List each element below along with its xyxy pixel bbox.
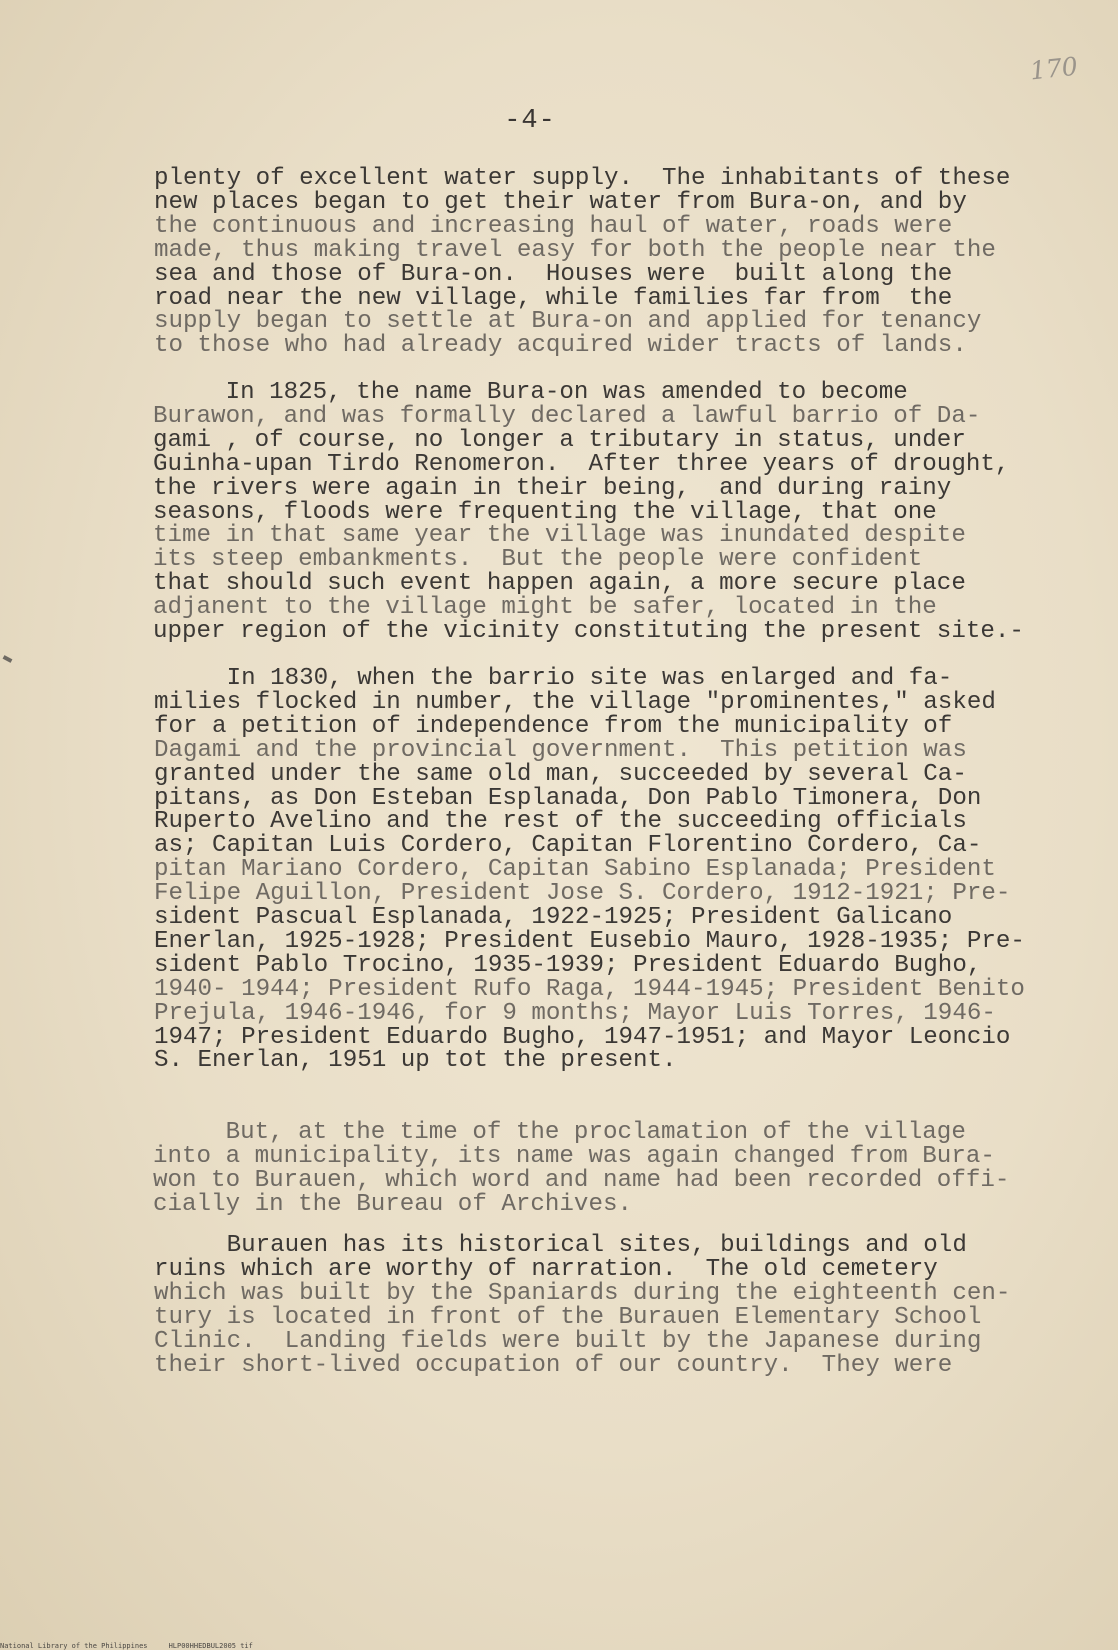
text-line: cially in the Bureau of Archives. (153, 1190, 632, 1218)
text-line: Guinha-upan Tirdo Renomeron. After three years of drought, (153, 450, 1010, 478)
text-line: the continuous and increasing haul of water, roads were (154, 212, 953, 240)
text-line: tury is located in front of the Burauen Elementary School (154, 1303, 982, 1331)
text-line: the rivers were again in their being, and during rainy (153, 474, 952, 502)
text-line: upper region of the vicinity constituting the present site.- (153, 618, 1024, 645)
text-line: sident Pablo Trocino, 1935-1939; President Eduardo Bugho, (154, 951, 982, 979)
text-line: their short-lived occupation of our country. They were (154, 1351, 953, 1379)
text-line: as; Capitan Luis Cordero, Capitan Florentino Cordero, Ca- (154, 832, 982, 860)
text-line: 1940- 1944; President Rufo Raga, 1944-1945; President Benito (154, 975, 1025, 1003)
text-line: for a petition of independence from the municipality of (154, 712, 953, 740)
text-line: In 1830, when the barrio site was enlarged and fa- (154, 665, 953, 692)
scan-footer: National Library of the Philippines HLP00HHEDBUL2005 tif (0, 1642, 253, 1650)
text-line: milies flocked in number, the village "prominentes," asked (154, 688, 996, 716)
text-line: into a municipality, its name was again changed from Bura- (153, 1142, 995, 1170)
text-line: new places began to get their water from Bura-on, and by (154, 188, 967, 216)
text-line: sea and those of Bura-on. Houses were built along the (154, 260, 953, 288)
text-line: won to Burauen, which word and name had been recorded offi- (153, 1166, 1010, 1194)
text-line: Enerlan, 1925-1928; President Eusebio Mauro, 1928-1935; Pre- (154, 927, 1025, 955)
text-line: Dagami and the provincial government. This petition was (154, 736, 967, 764)
text-line: time in that same year the village was inundated despite (153, 522, 966, 550)
text-line: In 1825, the name Bura-on was amended to become (153, 379, 908, 406)
text-line: adjanent to the village might be safer, located in the (153, 594, 937, 622)
text-line: sident Pascual Esplanada, 1922-1925; President Galicano (154, 904, 953, 931)
text-line: that should such event happen again, a more secure place (153, 570, 966, 598)
text-line: 1947; President Eduardo Bugho, 1947-1951; and Mayor Leoncio (154, 1023, 1011, 1051)
text-line: ruins which are worthy of narration. The old cemetery (154, 1255, 938, 1283)
text-line: seasons, floods were frequenting the village, that one (153, 498, 937, 526)
text-line: Ruperto Avelino and the rest of the succeeding officials (154, 808, 967, 836)
text-line: which was built by the Spaniards during the eighteenth cen- (154, 1279, 1011, 1307)
text-line: pitan Mariano Cordero, Capitan Sabino Esplanada; President (154, 856, 996, 884)
text-line: plenty of excellent water supply. The inhabitants of these (154, 165, 1011, 192)
text-line: Felipe Aguillon, President Jose S. Cordero, 1912-1921; Pre- (154, 880, 1011, 908)
text-line: Burauen has its historical sites, buildings and old (154, 1232, 967, 1259)
text-line: Burawon, and was formally declared a lawful barrio of Da- (153, 402, 981, 430)
text-line: made, thus making travel easy for both the people near the (154, 236, 996, 264)
page-number: -4- (504, 106, 556, 136)
text-line: gami , of course, no longer a tributary in status, under (153, 426, 966, 454)
text-line: Prejula, 1946-1946, for 9 months; Mayor Luis Torres, 1946- (154, 999, 996, 1027)
text-line: road near the new village, while families far from the (154, 284, 953, 312)
text-line: S. Enerlan, 1951 up tot the present. (154, 1047, 677, 1075)
text-line: But, at the time of the proclamation of the village (153, 1119, 966, 1146)
text-line: Clinic. Landing fields were built by the Japanese during (154, 1327, 982, 1355)
text-line: supply began to settle at Bura-on and applied for tenancy (154, 308, 982, 336)
handwritten-folio: 170 (1028, 51, 1080, 86)
text-line: its steep embankments. But the people were confident (153, 546, 923, 574)
text-line: pitans, as Don Esteban Esplanada, Don Pablo Timonera, Don (154, 784, 982, 812)
text-line: granted under the same old man, succeeded by several Ca- (154, 760, 967, 788)
text-line: to those who had already acquired wider tracts of lands. (154, 332, 967, 360)
